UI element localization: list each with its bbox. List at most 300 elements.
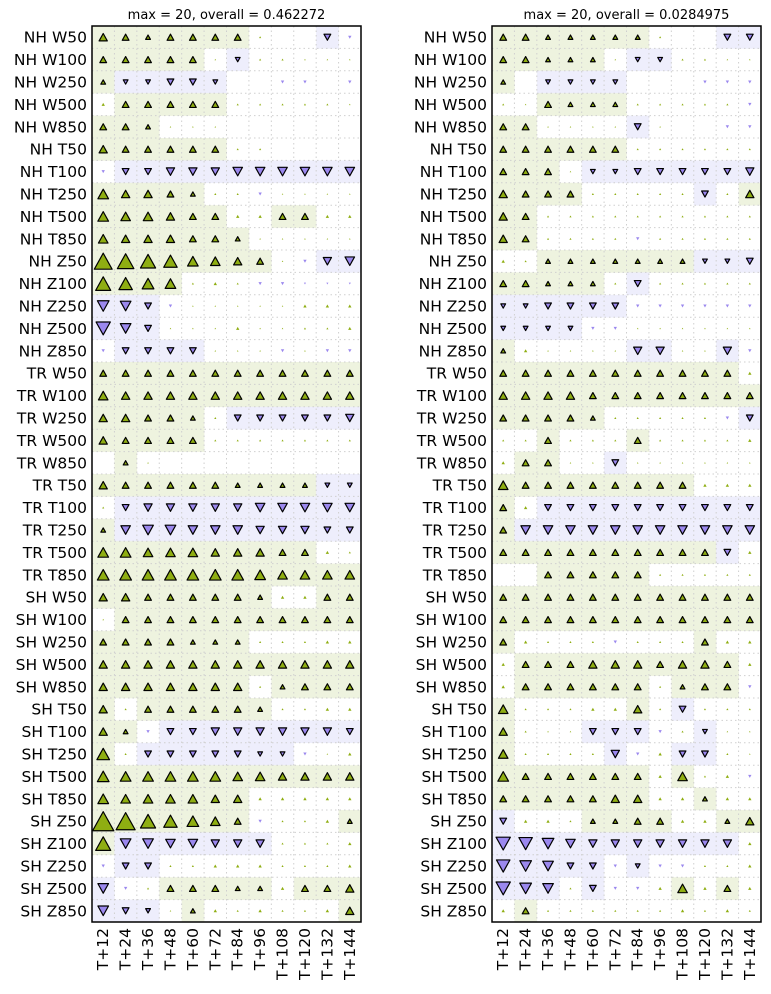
triangle-down-marker bbox=[748, 349, 751, 352]
row-label-sh-w850: SH W850 bbox=[15, 678, 87, 697]
triangle-down-marker bbox=[681, 304, 684, 307]
triangle-up-marker bbox=[592, 753, 594, 755]
triangle-up-marker bbox=[569, 641, 571, 643]
triangle-up-marker bbox=[525, 731, 527, 733]
triangle-up-marker bbox=[349, 193, 351, 194]
triangle-up-marker bbox=[726, 574, 728, 576]
row-label-tr-t850: TR T850 bbox=[22, 566, 87, 585]
row-label-tr-t250: TR T250 bbox=[422, 521, 487, 540]
triangle-up-marker bbox=[525, 708, 527, 710]
triangle-down-marker bbox=[281, 80, 284, 83]
triangle-up-marker bbox=[570, 731, 572, 732]
triangle-up-marker bbox=[214, 417, 216, 419]
triangle-up-marker bbox=[192, 305, 194, 306]
triangle-up-marker bbox=[749, 215, 751, 217]
row-label-tr-w500: TR W500 bbox=[16, 431, 87, 450]
triangle-up-marker bbox=[502, 439, 504, 441]
triangle-up-marker bbox=[615, 350, 617, 351]
triangle-down-marker bbox=[681, 864, 684, 867]
row-label-nh-t250: NH T250 bbox=[419, 185, 487, 204]
row-label-nh-t500: NH T500 bbox=[419, 207, 487, 226]
triangle-up-marker bbox=[749, 59, 751, 60]
triangle-up-marker bbox=[681, 820, 684, 823]
triangle-up-marker bbox=[281, 910, 283, 912]
triangle-up-marker bbox=[348, 708, 351, 711]
triangle-up-marker bbox=[349, 439, 351, 441]
triangle-up-marker bbox=[304, 238, 306, 239]
triangle-up-marker bbox=[326, 708, 329, 711]
triangle-up-marker bbox=[748, 663, 751, 666]
triangle-up-marker bbox=[748, 551, 751, 554]
triangle-up-marker bbox=[349, 104, 351, 105]
triangle-down-marker bbox=[146, 730, 149, 733]
triangle-up-marker bbox=[281, 596, 284, 599]
triangle-up-marker bbox=[726, 865, 728, 867]
column-label-t-120: T+120 bbox=[695, 928, 714, 981]
triangle-up-marker bbox=[704, 865, 706, 867]
row-label-sh-w850: SH W850 bbox=[415, 678, 487, 697]
triangle-down-marker bbox=[658, 304, 661, 307]
triangle-up-marker bbox=[637, 148, 639, 150]
triangle-up-marker bbox=[681, 439, 683, 441]
column-label-t-24: T+24 bbox=[116, 928, 135, 971]
row-label-nh-t100: NH T100 bbox=[419, 163, 487, 182]
triangle-up-marker bbox=[259, 641, 261, 643]
row-label-sh-t50: SH T50 bbox=[431, 700, 487, 719]
triangle-up-marker bbox=[592, 193, 594, 195]
column-label-t-108: T+108 bbox=[273, 928, 292, 981]
triangle-up-marker bbox=[748, 439, 751, 442]
triangle-up-marker bbox=[237, 103, 239, 105]
triangle-up-marker bbox=[681, 909, 684, 912]
triangle-up-marker bbox=[726, 193, 728, 195]
triangle-up-marker bbox=[326, 551, 329, 554]
row-label-nh-z500: NH Z500 bbox=[18, 319, 87, 338]
triangle-up-marker bbox=[215, 305, 217, 306]
triangle-up-marker bbox=[303, 596, 306, 599]
row-label-sh-t850: SH T850 bbox=[21, 790, 87, 809]
row-label-tr-w850: TR W850 bbox=[416, 454, 487, 473]
triangle-up-marker bbox=[569, 820, 571, 822]
triangle-up-marker bbox=[214, 193, 216, 195]
triangle-up-marker bbox=[215, 328, 217, 329]
triangle-up-marker bbox=[125, 708, 127, 710]
triangle-up-marker bbox=[727, 59, 729, 60]
triangle-up-marker bbox=[546, 820, 549, 823]
triangle-up-marker bbox=[304, 910, 306, 912]
column-label-t-108: T+108 bbox=[673, 928, 692, 981]
triangle-up-marker bbox=[348, 864, 351, 867]
row-label-sh-w250: SH W250 bbox=[415, 633, 487, 652]
panel-title: max = 20, overall = 0.0284975 bbox=[523, 8, 730, 23]
triangle-up-marker bbox=[259, 148, 261, 150]
row-label-nh-z250: NH Z250 bbox=[18, 297, 87, 316]
triangle-up-marker bbox=[727, 731, 729, 732]
row-label-nh-w50: NH W50 bbox=[23, 28, 87, 47]
triangle-up-marker bbox=[326, 797, 329, 800]
triangle-up-marker bbox=[326, 820, 329, 823]
triangle-down-marker bbox=[258, 192, 261, 195]
triangle-up-marker bbox=[170, 328, 172, 329]
triangle-up-marker bbox=[726, 103, 728, 105]
triangle-up-marker bbox=[237, 910, 239, 912]
triangle-down-marker bbox=[726, 125, 729, 128]
triangle-up-marker bbox=[348, 304, 351, 307]
triangle-up-marker bbox=[681, 283, 683, 285]
triangle-up-marker bbox=[502, 685, 505, 688]
triangle-up-marker bbox=[727, 328, 729, 329]
triangle-up-marker bbox=[348, 327, 351, 330]
triangle-up-marker bbox=[192, 283, 194, 285]
triangle-up-marker bbox=[258, 215, 261, 218]
row-label-tr-w100: TR W100 bbox=[16, 387, 87, 406]
triangle-up-marker bbox=[749, 708, 751, 710]
triangle-up-marker bbox=[525, 104, 527, 105]
triangle-up-marker bbox=[615, 126, 617, 127]
row-label-tr-w250: TR W250 bbox=[16, 409, 87, 428]
triangle-up-marker bbox=[726, 148, 728, 150]
triangle-up-marker bbox=[749, 238, 751, 240]
row-label-nh-t850: NH T850 bbox=[419, 230, 487, 249]
column-label-t-12: T+12 bbox=[94, 928, 113, 971]
triangle-up-marker bbox=[749, 731, 751, 732]
triangle-up-marker bbox=[570, 462, 572, 463]
triangle-up-marker bbox=[349, 238, 351, 239]
triangle-up-marker bbox=[726, 283, 728, 285]
row-label-tr-t50: TR T50 bbox=[432, 476, 487, 495]
triangle-down-marker bbox=[636, 887, 639, 890]
triangle-up-marker bbox=[592, 126, 594, 127]
triangle-up-marker bbox=[259, 238, 261, 239]
triangle-up-marker bbox=[659, 126, 661, 127]
row-label-sh-z850: SH Z850 bbox=[20, 902, 87, 921]
triangle-up-marker bbox=[327, 238, 329, 239]
row-label-nh-w100: NH W100 bbox=[413, 51, 487, 70]
column-label-t-72: T+72 bbox=[606, 928, 625, 971]
triangle-up-marker bbox=[282, 193, 284, 194]
triangle-up-marker bbox=[592, 350, 594, 351]
row-label-nh-z100: NH Z100 bbox=[418, 275, 487, 294]
triangle-up-marker bbox=[259, 103, 261, 105]
row-label-nh-t850: NH T850 bbox=[19, 230, 87, 249]
triangle-up-marker bbox=[547, 350, 549, 351]
triangle-up-marker bbox=[681, 215, 683, 217]
row-label-sh-z100: SH Z100 bbox=[20, 835, 87, 854]
column-label-t-144: T+144 bbox=[740, 928, 759, 981]
row-label-nh-w500: NH W500 bbox=[413, 95, 487, 114]
triangle-up-marker bbox=[659, 215, 661, 217]
triangle-up-marker bbox=[592, 910, 594, 912]
scorecard-panel-left bbox=[14, 8, 361, 981]
column-label-t-120: T+120 bbox=[295, 928, 314, 981]
row-label-sh-z250: SH Z250 bbox=[20, 857, 87, 876]
triangle-up-marker bbox=[326, 215, 329, 218]
triangle-up-marker bbox=[282, 261, 284, 262]
triangle-up-marker bbox=[637, 641, 639, 643]
triangle-down-marker bbox=[281, 282, 284, 285]
triangle-down-marker bbox=[636, 237, 639, 240]
triangle-up-marker bbox=[704, 775, 706, 777]
triangle-up-marker bbox=[304, 820, 306, 822]
triangle-up-marker bbox=[703, 820, 706, 823]
triangle-down-marker bbox=[703, 304, 706, 307]
row-label-nh-w100: NH W100 bbox=[13, 51, 87, 70]
triangle-down-marker bbox=[591, 327, 594, 330]
triangle-up-marker bbox=[258, 797, 261, 800]
column-label-t-48: T+48 bbox=[161, 928, 180, 971]
column-label-t-96: T+96 bbox=[651, 928, 670, 971]
triangle-up-marker bbox=[659, 686, 661, 688]
triangle-down-marker bbox=[258, 820, 261, 823]
row-label-tr-w50: TR W50 bbox=[426, 364, 487, 383]
triangle-up-marker bbox=[214, 439, 216, 441]
row-label-sh-t500: SH T500 bbox=[21, 767, 87, 786]
triangle-up-marker bbox=[749, 753, 751, 754]
triangle-up-marker bbox=[214, 864, 217, 867]
row-label-nh-t250: NH T250 bbox=[19, 185, 87, 204]
column-label-t-60: T+60 bbox=[183, 928, 202, 971]
triangle-up-marker bbox=[215, 59, 217, 60]
triangle-down-marker bbox=[258, 282, 261, 285]
triangle-up-marker bbox=[547, 708, 549, 710]
triangle-up-marker bbox=[547, 215, 549, 217]
triangle-up-marker bbox=[569, 910, 571, 912]
triangle-up-marker bbox=[147, 887, 149, 889]
triangle-up-marker bbox=[658, 775, 661, 778]
triangle-up-marker bbox=[259, 305, 261, 306]
row-label-sh-t50: SH T50 bbox=[31, 700, 87, 719]
triangle-up-marker bbox=[681, 641, 683, 643]
row-label-nh-t50: NH T50 bbox=[29, 140, 87, 159]
triangle-up-marker bbox=[614, 215, 616, 217]
triangle-up-marker bbox=[637, 193, 639, 195]
row-label-tr-w50: TR W50 bbox=[26, 364, 87, 383]
triangle-up-marker bbox=[704, 350, 706, 351]
triangle-up-marker bbox=[703, 484, 706, 487]
triangle-up-marker bbox=[659, 439, 661, 441]
triangle-up-marker bbox=[659, 417, 661, 419]
triangle-up-marker bbox=[704, 59, 706, 61]
column-label-t-12: T+12 bbox=[494, 928, 513, 971]
triangle-up-marker bbox=[326, 865, 328, 867]
row-label-tr-t500: TR T500 bbox=[422, 543, 487, 562]
triangle-up-marker bbox=[682, 462, 684, 463]
triangle-up-marker bbox=[681, 797, 684, 800]
row-label-sh-t250: SH T250 bbox=[21, 745, 87, 764]
triangle-up-marker bbox=[726, 484, 729, 487]
triangle-up-marker bbox=[502, 260, 505, 263]
triangle-up-marker bbox=[326, 843, 328, 845]
triangle-up-marker bbox=[704, 215, 706, 217]
triangle-up-marker bbox=[681, 417, 683, 419]
triangle-down-marker bbox=[303, 752, 306, 755]
triangle-down-marker bbox=[703, 80, 706, 83]
column-label-t-96: T+96 bbox=[251, 928, 270, 971]
row-label-nh-z50: NH Z50 bbox=[428, 252, 487, 271]
triangle-down-marker bbox=[614, 864, 617, 867]
triangle-up-marker bbox=[749, 462, 751, 463]
triangle-up-marker bbox=[681, 148, 683, 150]
triangle-up-marker bbox=[102, 619, 104, 620]
triangle-up-marker bbox=[304, 350, 306, 351]
triangle-down-marker bbox=[102, 349, 105, 352]
triangle-up-marker bbox=[704, 328, 706, 329]
triangle-up-marker bbox=[282, 238, 284, 239]
triangle-up-marker bbox=[704, 148, 706, 150]
triangle-up-marker bbox=[704, 103, 706, 105]
triangle-down-marker bbox=[326, 283, 328, 285]
triangle-up-marker bbox=[304, 193, 306, 194]
triangle-up-marker bbox=[259, 328, 261, 329]
triangle-up-marker bbox=[749, 910, 751, 912]
triangle-up-marker bbox=[569, 887, 571, 889]
triangle-down-marker bbox=[124, 887, 127, 890]
triangle-up-marker bbox=[749, 148, 751, 150]
triangle-up-marker bbox=[326, 439, 328, 441]
triangle-up-marker bbox=[192, 865, 194, 867]
triangle-down-marker bbox=[348, 36, 351, 39]
triangle-up-marker bbox=[591, 708, 594, 711]
triangle-up-marker bbox=[726, 708, 728, 710]
triangle-down-marker bbox=[102, 170, 105, 173]
triangle-down-marker bbox=[658, 730, 661, 733]
triangle-up-marker bbox=[614, 417, 616, 419]
triangle-down-marker bbox=[348, 80, 351, 83]
triangle-up-marker bbox=[659, 148, 661, 150]
triangle-up-marker bbox=[547, 126, 549, 127]
triangle-up-marker bbox=[592, 238, 594, 240]
triangle-down-marker bbox=[748, 775, 751, 778]
column-label-t-132: T+132 bbox=[718, 928, 737, 981]
triangle-up-marker bbox=[726, 753, 728, 755]
triangle-up-marker bbox=[502, 663, 505, 666]
triangle-up-marker bbox=[749, 283, 751, 285]
triangle-up-marker bbox=[569, 708, 571, 710]
triangle-up-marker bbox=[748, 372, 751, 375]
triangle-up-marker bbox=[704, 439, 706, 441]
row-label-nh-z100: NH Z100 bbox=[18, 275, 87, 294]
triangle-up-marker bbox=[749, 574, 751, 576]
triangle-up-marker bbox=[658, 887, 661, 890]
row-label-sh-w250: SH W250 bbox=[15, 633, 87, 652]
triangle-up-marker bbox=[348, 752, 351, 755]
triangle-up-marker bbox=[659, 708, 661, 710]
triangle-up-marker bbox=[748, 842, 751, 845]
scorecard-panel-right bbox=[414, 8, 761, 981]
triangle-up-marker bbox=[281, 708, 283, 710]
triangle-up-marker bbox=[681, 103, 683, 105]
triangle-down-marker bbox=[748, 80, 751, 83]
triangle-up-marker bbox=[570, 126, 572, 127]
triangle-up-marker bbox=[281, 103, 283, 105]
triangle-up-marker bbox=[681, 59, 683, 61]
triangle-up-marker bbox=[237, 283, 239, 285]
row-label-sh-w50: SH W50 bbox=[425, 588, 487, 607]
triangle-up-marker bbox=[281, 59, 283, 61]
triangle-up-marker bbox=[726, 775, 729, 778]
row-label-sh-w100: SH W100 bbox=[415, 611, 487, 630]
triangle-up-marker bbox=[727, 462, 729, 463]
triangle-up-marker bbox=[304, 439, 306, 441]
row-label-nh-z850: NH Z850 bbox=[418, 342, 487, 361]
column-label-t-72: T+72 bbox=[206, 928, 225, 971]
triangle-up-marker bbox=[281, 641, 283, 643]
row-label-sh-z50: SH Z50 bbox=[430, 812, 487, 831]
triangle-up-marker bbox=[215, 350, 217, 351]
triangle-up-marker bbox=[147, 462, 149, 463]
triangle-up-marker bbox=[658, 797, 661, 800]
triangle-up-marker bbox=[502, 103, 504, 105]
triangle-up-marker bbox=[281, 843, 283, 845]
triangle-down-marker bbox=[726, 304, 729, 307]
row-label-tr-t250: TR T250 bbox=[22, 521, 87, 540]
triangle-up-marker bbox=[524, 640, 527, 643]
row-label-sh-z850: SH Z850 bbox=[420, 902, 487, 921]
triangle-up-marker bbox=[726, 909, 729, 912]
triangle-up-marker bbox=[569, 238, 571, 240]
triangle-down-marker bbox=[169, 304, 172, 307]
triangle-up-marker bbox=[569, 753, 571, 755]
triangle-up-marker bbox=[570, 171, 572, 172]
triangle-up-marker bbox=[281, 439, 283, 441]
triangle-up-marker bbox=[502, 461, 505, 464]
triangle-down-marker bbox=[349, 283, 351, 285]
triangle-down-marker bbox=[348, 349, 351, 352]
triangle-up-marker bbox=[614, 910, 616, 912]
triangle-up-marker bbox=[659, 238, 661, 240]
triangle-down-marker bbox=[748, 685, 751, 688]
triangle-up-marker bbox=[326, 909, 329, 912]
triangle-up-marker bbox=[326, 327, 328, 329]
triangle-up-marker bbox=[547, 910, 549, 912]
row-label-sh-z500: SH Z500 bbox=[20, 879, 87, 898]
triangle-up-marker bbox=[327, 193, 329, 194]
triangle-up-marker bbox=[326, 304, 329, 307]
triangle-up-marker bbox=[524, 506, 527, 509]
triangle-up-marker bbox=[704, 574, 706, 576]
triangle-down-marker bbox=[726, 416, 729, 419]
row-label-nh-w250: NH W250 bbox=[413, 73, 487, 92]
triangle-up-marker bbox=[681, 574, 683, 576]
triangle-up-marker bbox=[326, 640, 329, 643]
triangle-up-marker bbox=[726, 238, 728, 240]
triangle-up-marker bbox=[614, 193, 616, 195]
triangle-up-marker bbox=[748, 887, 751, 890]
row-label-nh-z500: NH Z500 bbox=[418, 319, 487, 338]
triangle-up-marker bbox=[681, 731, 683, 733]
column-label-t-132: T+132 bbox=[318, 928, 337, 981]
triangle-up-marker bbox=[704, 462, 706, 463]
row-label-tr-t500: TR T500 bbox=[22, 543, 87, 562]
row-label-sh-z100: SH Z100 bbox=[420, 835, 487, 854]
triangle-up-marker bbox=[748, 864, 751, 867]
triangle-up-marker bbox=[349, 59, 351, 60]
triangle-up-marker bbox=[569, 215, 571, 217]
triangle-up-marker bbox=[215, 126, 217, 127]
triangle-up-marker bbox=[524, 349, 527, 352]
triangle-up-marker bbox=[259, 350, 261, 351]
triangle-up-marker bbox=[303, 304, 306, 307]
row-label-tr-t850: TR T850 bbox=[422, 566, 487, 585]
triangle-up-marker bbox=[658, 752, 661, 755]
triangle-up-marker bbox=[304, 865, 306, 867]
triangle-down-marker bbox=[658, 864, 661, 867]
triangle-up-marker bbox=[637, 103, 639, 105]
triangle-up-marker bbox=[525, 260, 527, 262]
triangle-up-marker bbox=[748, 797, 751, 800]
triangle-up-marker bbox=[547, 641, 549, 643]
triangle-up-marker bbox=[704, 283, 706, 285]
